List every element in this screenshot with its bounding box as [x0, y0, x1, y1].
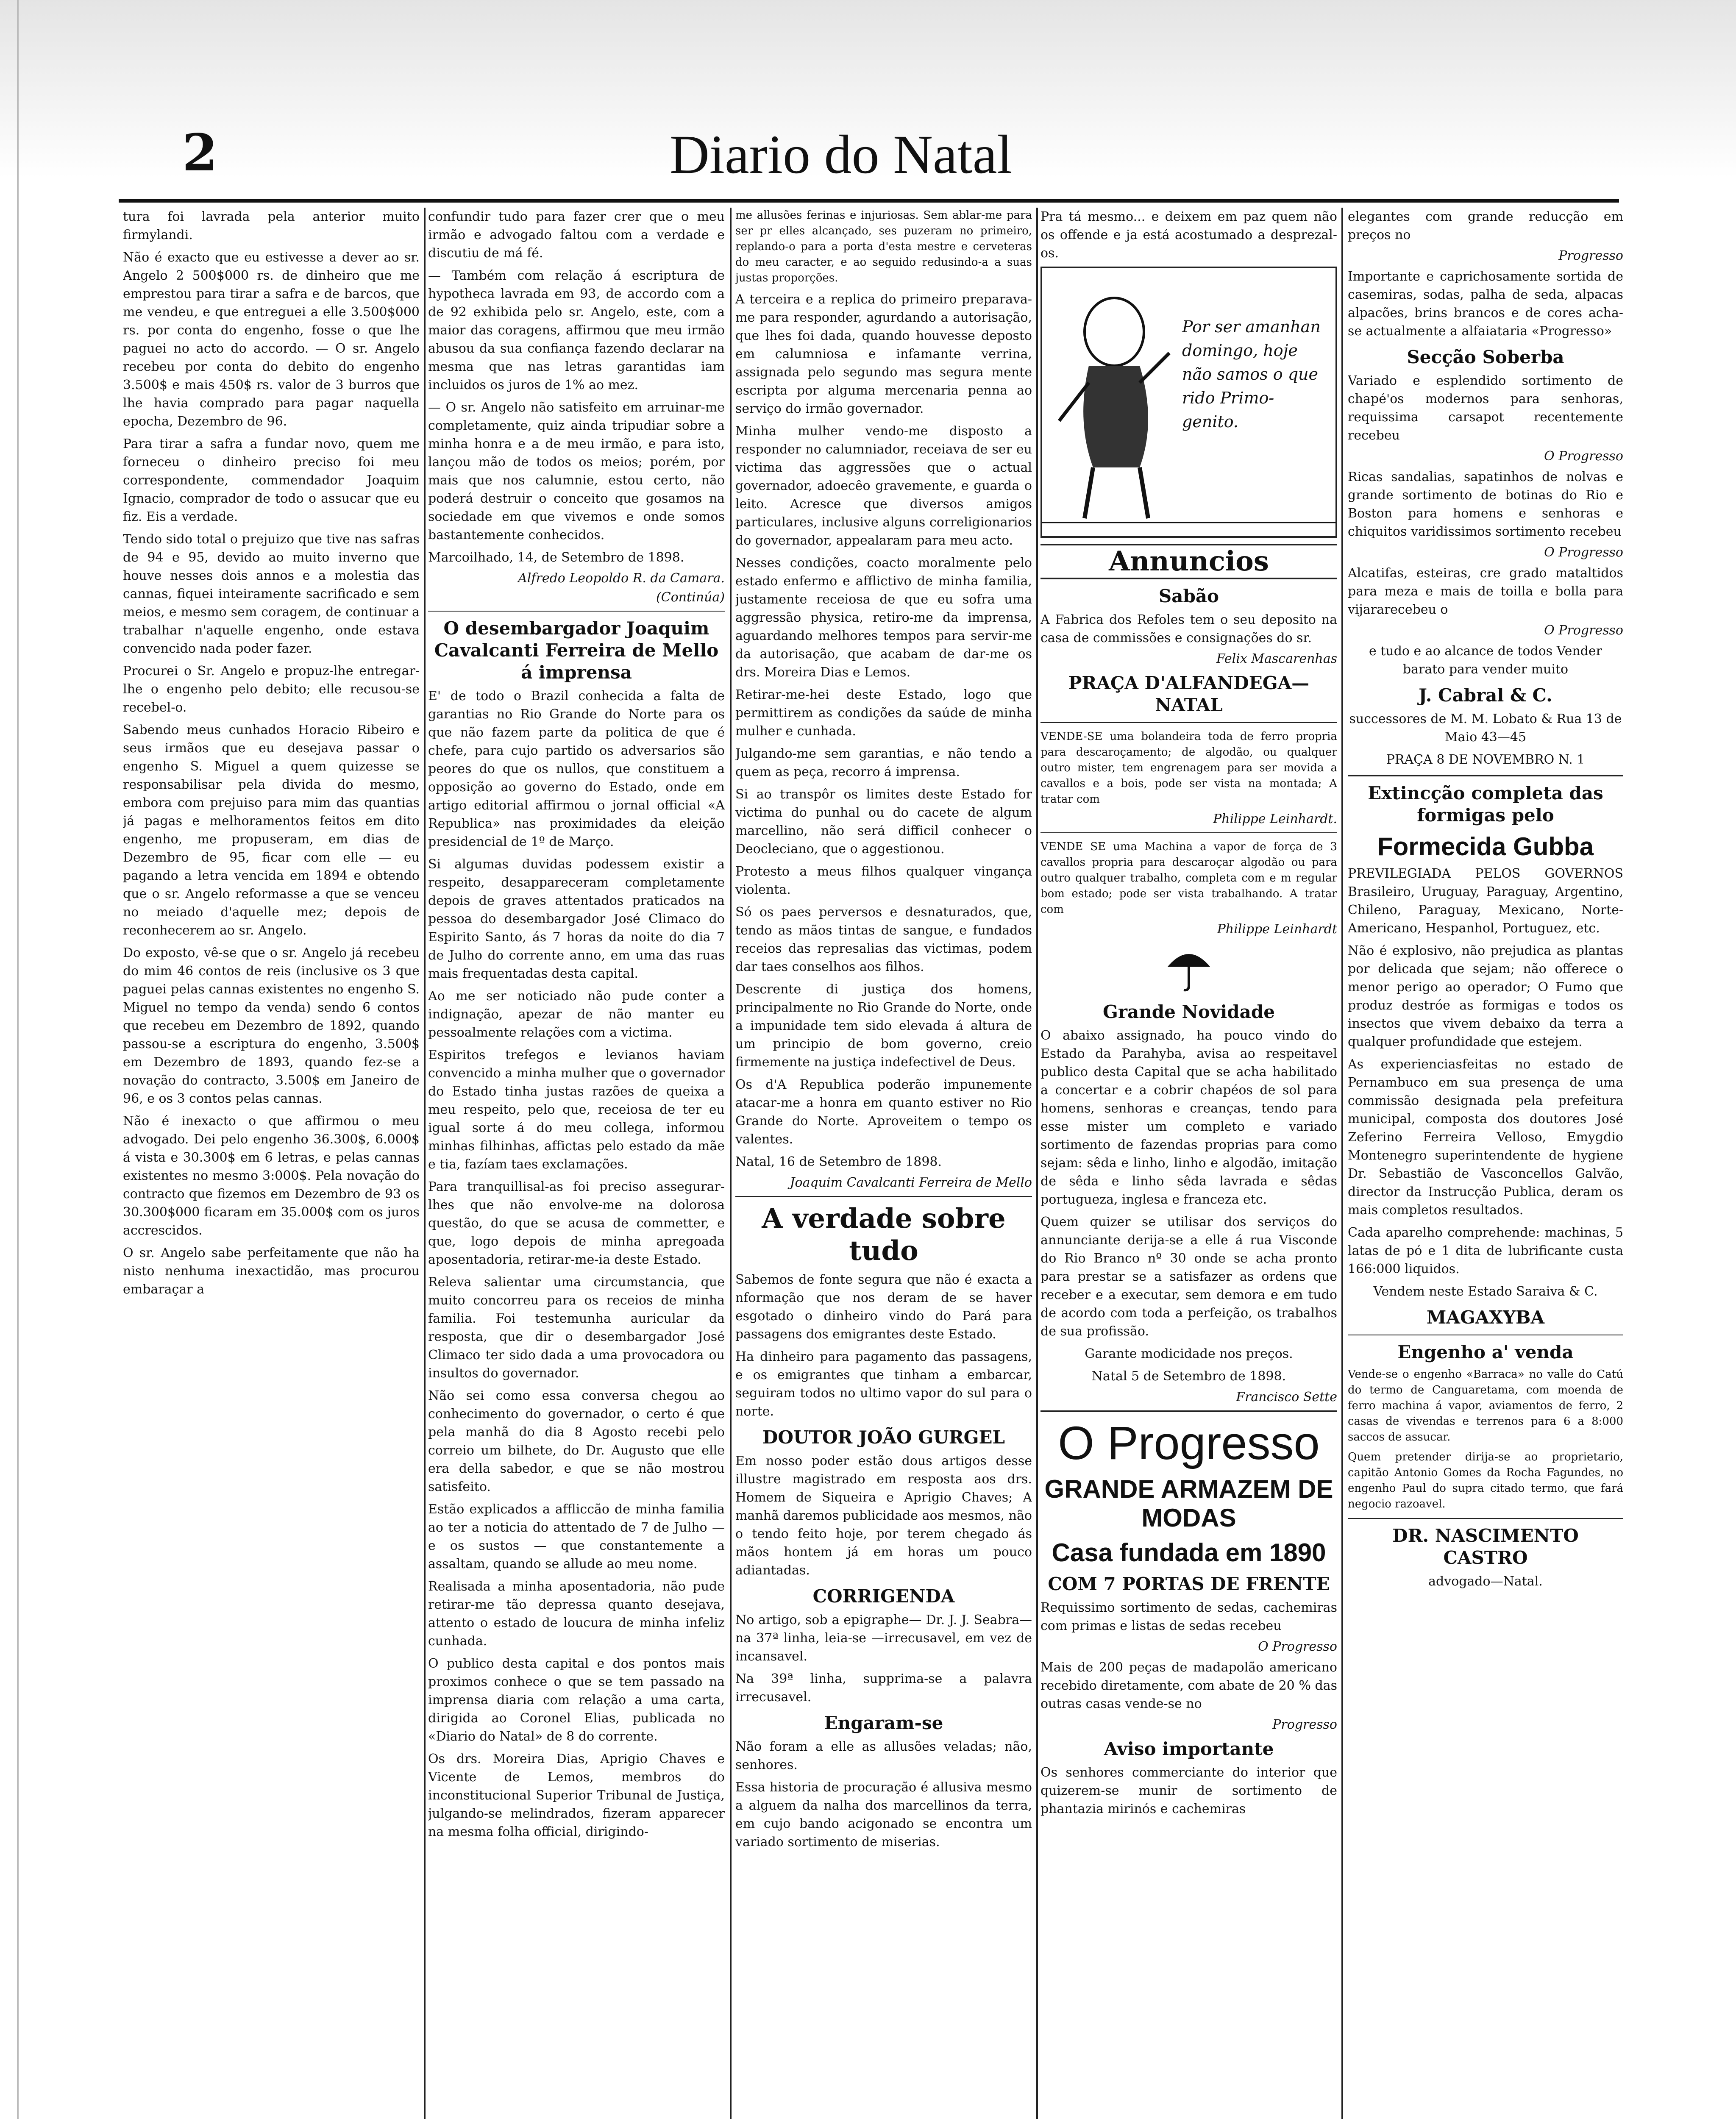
article-dateline: Marcoilhado, 14, de Setembro de 1898. [428, 550, 684, 565]
article-paragraph: E' de todo o Brazil conhecida a falta de garantias no Rio Grande do Norte para os que não fazem parte da politica de que é chefe, para cujo partido os adversarios são peores do que os nullos, que constituem a opposição ao governo do Estado, onde em artigo editorial affirmou o jornal official «A Republica» nas proximidades da eleição presidencial de 1º de Março. [428, 689, 725, 849]
ad-heading: Aviso importante [1104, 1738, 1274, 1759]
ad-heading: Sabão [1158, 586, 1219, 606]
column-5 [1348, 208, 1623, 2119]
ad-address: PRAÇA 8 DE NOVEMBRO N. 1 [1386, 752, 1585, 767]
article-paragraph: Releva salientar uma circumstancia, que muito concorreu para os receios de minha familia. Foi testemunha auricular da resposta, que dir o desembargador José Climaco ter sido dada a uma provocadora ou insultos do governador. [428, 1275, 725, 1381]
ad-text: successores de M. M. Lobato & Rua 13 de Maio 43—45 [1349, 712, 1622, 745]
article-paragraph: Os d'A Republica poderão impunemente atacar-me a honra em quanto estiver no Rio Grande do Norte. Aproveitem o tempo os valentes. [735, 1077, 1032, 1147]
ad-text: VENDE SE uma Machina a vapor de força de 3 cavallos propria para descaroçar algodão ou para outro qualquer trabalho, completa com e m regular bom estado; pode ser vista trabalhando. A tratar com [1040, 840, 1337, 916]
article-paragraph: Nesses condições, coacto moralmente pelo estado enfermo e afflictivo de minha familia, justamente receiosa de que eu sofra uma aggressão physica, retiro-me da imprensa, aguardando melhores tempos para servir-me da autorisação, que acabam de dar-me os drs. Moreira Dias e Lemos. [735, 556, 1032, 680]
ad-text: Os senhores commerciante do interior que quizerem-se munir de sortimento de phantazia mirinós e cachemiras [1040, 1765, 1337, 1816]
ad-text: advogado—Natal. [1428, 1574, 1543, 1589]
article-paragraph: Si algumas duvidas podessem existir a respeito, desappareceram completamente depois de graves attentados praticados na pessoa do desembargador José Climaco do Espirito Santo, ás 7 horas da noite do dia 7 de Julho do corrente anno, em uma das ruas mais frequentadas desta capital. [428, 857, 725, 981]
ad-signature: Philippe Leinhardt [1217, 922, 1337, 937]
divider [1348, 1518, 1623, 1519]
article-paragraph: Ao me ser noticiado não pude conter a indignação, apezar de não manter eu pessoalmente relações com a victima. [428, 989, 725, 1040]
ad-text: Ricas sandalias, sapatinhos de nolvas e grande sortimento de botinas do Rio e Boston para homens e senhoras e chiquitos varidissimos sortimento recebeu [1348, 470, 1623, 539]
article-paragraph: O publico desta capital e dos pontos mais proximos conhece o que se tem passado na imprensa diaria com relação a uma carta, dirigida ao Coronel Elias, publicada no «Diario do Natal» de 8 do corrente. [428, 1656, 725, 1744]
ad-text: Vendem neste Estado Saraiva & C. [1373, 1284, 1598, 1299]
column-rule [730, 208, 732, 2119]
column-rule [424, 208, 426, 2119]
ad-text: elegantes com grande reducção em preços no [1348, 209, 1623, 242]
ad-signature: O Progresso [1258, 1639, 1337, 1654]
ad-signature: O Progresso [1544, 545, 1623, 560]
ad-text: PREVILEGIADA PELOS GOVERNOS Brasileiro, Uruguay, Paraguay, Argentino, Chileno, Paraguay, Mexicano, Norte-Americano, Hespanhol, Portuguez, etc. [1348, 866, 1623, 936]
article-paragraph: Estão explicados a affliccão de minha familia ao ter a noticia do attentado de 7 de Julho — e os sustos — que constantemente a assaltam, quando se allude ao meu nome. [428, 1502, 725, 1571]
article-paragraph: Descrente di justiça dos homens, principalmente no Rio Grande do Norte, onde a impunidade tem sido elevada á altura de um principio de bom governo, creio firmemente na justiça indefectivel de Deus. [735, 982, 1032, 1070]
ad-text: VENDE-SE uma bolandeira toda de ferro propria para descaroçamento; de algodão, ou qualquer outro mister, tem engrenagem para ser movida a cavallos e a bois, pode ser vista na montada; A tratar com [1040, 730, 1337, 806]
ad-slogan: e tudo e ao alcance de todos Vender barato para vender muito [1369, 644, 1602, 677]
ad-text: Variado e esplendido sortimento de chapé'os modernos para senhoras, requissima carsapot recentemente recebeu [1348, 373, 1623, 443]
column-rule [1341, 208, 1343, 2119]
ad-text: Vende-se o engenho «Barraca» no valle do Catú do termo de Canguaretama, com moenda de ferro machina á vapor, aviamentos de ferro, 2 casas de vivendas e terrenos para 6 a 8:000 saccos de assucar. [1348, 1368, 1623, 1443]
ad-text: Alcatifas, esteiras, cre grado mataltidos para meza e mais de toilla e bolla para vijararecebeu o [1348, 566, 1623, 617]
divider [735, 1196, 1032, 1197]
section-heading: Annuncios [1040, 544, 1337, 579]
article-paragraph: Ha dinheiro para pagamento das passagens, e os emigrantes que tinham a embarcar, seguiram todos no ultimo vapor do sul para o norte. [735, 1349, 1032, 1419]
article-headline: Engaram-se [824, 1713, 943, 1733]
ad-heading: J. Cabral & C. [1419, 685, 1552, 706]
article-paragraph: Essa historia de procuração é allusiva mesmo a alguem da nalha dos marcellinos da terra, em cujo bando acigonado se encontra um variado sortimento de miserias. [735, 1780, 1032, 1849]
article-paragraph: Minha mulher vendo-me disposto a responder no calumniador, receiava de ser eu victima das aggressões que o actual governador, adoecêo gravemente, e guarda o leito. Acresce que diversos amigos particulares, inclusive alguns correligionarios do governador, appealaram para meu acto. [735, 424, 1032, 548]
ad-text: Cada aparelho comprehende: machinas, 5 latas de pó e 1 dita de lubrificante custa 166:000 liquidos. [1348, 1225, 1623, 1276]
article-signature: Alfredo Leopoldo R. da Camara. [518, 571, 725, 586]
ad-signature: Progresso [1272, 1717, 1337, 1732]
article-paragraph: me allusões ferinas e injuriosas. Sem ablar-me para ser pr elles alcançado, ses puzeram no primeiro, replando-o para a porta d'esta mestre e cerveteras do meu caracter, e ao seguido redusindo-a a suas justas proporções. [735, 209, 1032, 284]
article-paragraph: Não é exacto que eu estivesse a dever ao sr. Angelo 2 500$000 rs. de dinheiro que me emprestou para tirar a safra e de barcos, que me vendeu, e que entreguei a elle 3.500$000 rs. por conta do engenho, fosse o que lhe paguei no acto do accordo. — O sr. Angelo recebeu por conta do debito do engenho 3.500$ e mais 450$ rs. valor de 3 burros que lhe havia comprado para pagar naquella epocha, Dezembro de 96. [123, 250, 420, 429]
paper-title: Diario do Natal [670, 124, 1013, 185]
divider [1040, 722, 1337, 723]
column-2 [428, 208, 725, 2119]
article-paragraph: Do exposto, vê-se que o sr. Angelo já recebeu do mim 46 contos de reis (inclusive os 3 que paguei pelas cannas existentes no engenho S. Miguel no tempo da venda) sendo 6 contos que recebeu em Dezembro de 1892, quando passou-se a escriptura do engenho, 3.500$ em Dezembro de 1893, quando fez-se a novação do contracto, 3.500$ em Janeiro de 96, e os 3 contos pelas cannas. [123, 945, 420, 1106]
ad-text: O abaixo assignado, ha pouco vindo do Estado da Parahyba, avisa ao respeitavel publico desta Capital que se acha habilitado a concertar e a cobrir chapéos de sol para homens, senhoras e creanças, tendo para esse mister um completo e variado sortimento de fazendas proprias para como sejam: sêda e linho, linho e algodão, imitação de sêda e linho sêda lavrada e sêdas portugueza, inglesa e franceza etc. [1040, 1028, 1337, 1207]
article-paragraph: Si ao transpôr os limites deste Estado for victima do punhal ou do cacete de algum marcellino, não será difficil conhecer o Deocleciano, que o aggestionou. [735, 787, 1032, 856]
article-paragraph: Julgando-me sem garantias, e não tendo a quem as peça, recorro á imprensa. [735, 746, 1032, 779]
ad-text: Requissimo sortimento de sedas, cachemiras com primas e listas de sedas recebeu [1040, 1600, 1337, 1633]
column-4 [1040, 208, 1337, 2119]
column-rule [1036, 208, 1038, 2119]
ad-heading: Grande Novidade [1103, 1001, 1275, 1022]
masthead [0, 123, 1736, 186]
ad-heading: PRAÇA D'ALFANDEGA—NATAL [1068, 673, 1310, 715]
divider [428, 611, 725, 612]
article-paragraph: Só os paes perversos e desnaturados, que, tendo as mãos tintas de sangue, e fundados receios das represalias das victimas, podem dar taes conselhos aos filhos. [735, 905, 1032, 974]
article-paragraph: Sabendo meus cunhados Horacio Ribeiro e seus irmãos que eu desejava passar o engenho S. Miguel a quem quizesse se responsabilisar pela divida do mesmo, embora com prejuiso para mim das quantias já pagas e melhoramentos feitos em dito engenho, me propuseram, em dias de Dezembro de 95, ficar com elle — eu pagando a letra vencida em 1894 e obtendo que o sr. Angelo reformasse a que se venceu no meiado d'aquelle mez; depois de reconhecerem ao sr. Angelo. [123, 723, 420, 938]
ad-text: Garante modicidade nos preços. [1085, 1346, 1293, 1361]
article-paragraph: Protesto a meus filhos qualquer vingança violenta. [735, 864, 1032, 897]
ad-text: As experienciasfeitas no estado de Pernambuco em sua presença de uma commissão designada pela prefeitura municipal, composta dos doutores José Zeferino Ferreira Velloso, Emygdio Montenegro superintendente de hygiene Dr. Sebastião de Vasconcellos Galvão, director da Instrucção Publica, deram os mais completos resultados. [1348, 1057, 1623, 1218]
column-1 [123, 208, 420, 2119]
article-headline: DOUTOR JOÃO GURGEL [762, 1427, 1005, 1448]
divider [1040, 1410, 1337, 1412]
store-founded: Casa fundada em 1890 [1052, 1538, 1326, 1567]
cartoon-illustration [1040, 267, 1337, 538]
article-paragraph: A terceira e a replica do primeiro preparava-me para responder, agurdando a autorisação, que lhes foi dada, quando houvesse deposto em calumniosa e infamante verrina, assignada pelo segundo mas segura mente escripta por alguma mercenaria penna ao serviço do irmão governador. [735, 292, 1032, 416]
store-doors: COM 7 PORTAS DE FRENTE [1048, 1574, 1330, 1594]
ad-signature: Felix Mascarenhas [1216, 651, 1337, 666]
page-number: 2 [182, 123, 218, 183]
ad-text: Importante e caprichosamente sortida de casemiras, sodas, palha de seda, alpacas alpacões, brins brancos e de cores acha-se actualmente a alfaiataria «Progresso» [1348, 269, 1623, 339]
store-name: O Progresso [1058, 1417, 1320, 1469]
masthead-rule [119, 199, 1619, 203]
product-name: Formecida Gubba [1377, 832, 1594, 861]
ad-text: Mais de 200 peças de madapolão americano recebido diretamente, com abate de 20 % das outras casas vende-se no [1040, 1660, 1337, 1711]
article-paragraph: Sabemos de fonte segura que não é exacta a nformação que nos deram de se haver esgotado o dinheiro vindo do Pará para passagens dos emigrantes deste Estado. [735, 1272, 1032, 1342]
umbrella-icon [1163, 943, 1214, 994]
divider [1040, 832, 1337, 833]
ad-heading: MAGAXYBA [1426, 1307, 1545, 1328]
ad-signature: Philippe Leinhardt. [1213, 812, 1337, 826]
article-paragraph: Retirar-me-hei deste Estado, logo que permittirem as condições da saúde de minha mulher e cunhada. [735, 687, 1032, 739]
article-paragraph: confundir tudo para fazer crer que o meu irmão e advogado faltou com a verdade e discutiu de má fé. [428, 209, 725, 261]
ad-text: Não é explosivo, não prejudica as plantas por delicada que sejam; não offerece o menor perigo ao operador; O Fumo que produz destróe as formigas e todos os insectos que vivem debaixo da terra a qualquer profundidade que estejem. [1348, 943, 1623, 1049]
divider [1348, 775, 1623, 776]
ad-heading: Secção Soberba [1407, 347, 1564, 367]
store-subtitle: GRANDE ARMAZEM DE MODAS [1044, 1475, 1333, 1532]
article-paragraph: Pra tá mesmo... e deixem em paz quem não os offende e ja está acostumado a desprezal-os. [1040, 209, 1337, 261]
ad-signature: O Progresso [1544, 449, 1623, 464]
ad-dateline: Natal 5 de Setembro de 1898. [1091, 1369, 1286, 1384]
article-paragraph: — O sr. Angelo não satisfeito em arruinar-me completamente, quiz ainda tripudiar sobre a minha honra e a de meu irmão, e para isto, lançou mão de todos os meios; porém, por mais que nos calumnie, estou certo, não poderá destruir o conceito que gosamos na sociedade em que vivemos e onde somos bastantemente conhecidos. [428, 400, 725, 542]
article-paragraph: — Também com relação á escriptura de hypotheca lavrada em 93, de accordo com a de 92 exhibida pelo sr. Angelo, este, com a maior das coragens, affirmou que meu irmão abusou da sua confiança fazendo declarar na mesma que nas letras garantidas iam incluidos os juros de 1% ao mez. [428, 268, 725, 392]
article-dateline: Natal, 16 de Setembro de 1898. [735, 1154, 942, 1169]
article-paragraph: Tendo sido total o prejuizo que tive nas safras de 94 e 95, devido ao muito inverno que houve nesses dois annos e a molestia das cannas, fiquei inteiramente sacrificado e sem meios, e mesmo sem coragem, de continuar a trabalhar n'aquelle engenho, onde estava convencido nada poder fazer. [123, 532, 420, 656]
ad-heading: Engenho a' venda [1397, 1342, 1574, 1363]
binding-edge [17, 0, 19, 2119]
article-paragraph: Em nosso poder estão dous artigos desse illustre magistrado em resposta aos drs. Homem de Siqueira e Aprigio Chaves; A manhã daremos publicidade aos mesmos, não o tendo feito hoje, por terem chegado ás mãos hontem já em horas um pouco adiantadas. [735, 1454, 1032, 1578]
article-paragraph: Para tranquillisal-as foi preciso assegurar-lhes que não envolve-me na dolorosa questão, do que se acusa de commetter, e que, logo depois de minha apregoada aposentadoria, retirar-me-ia deste Estado. [428, 1179, 725, 1267]
article-signature: Joaquim Cavalcanti Ferreira de Mello [790, 1175, 1032, 1190]
ad-text: A Fabrica dos Refoles tem o seu deposito na casa de commissões e consignações do sr. [1040, 612, 1337, 645]
ad-signature: O Progresso [1544, 623, 1623, 638]
ad-text: Quem pretender dirija-se ao proprietario, capitão Antonio Gomes da Rocha Fagundes, no engenho Paul do supra citado termo, que fará negocio razoavel. [1348, 1451, 1623, 1510]
ad-signature: Francisco Sette [1236, 1390, 1337, 1404]
article-paragraph: Não é inexacto o que affirmou o meu advogado. Dei pelo engenho 36.300$, 6.000$ á vista e 30.300$ em 6 letras, e pelas cannas existentes no mesmo 3:000$. Pela novação do contracto que fizemos em Dezembro de 93 os 30.300$000 ficaram em 35.000$ com os juros accrescidos. [123, 1114, 420, 1238]
article-paragraph: Os drs. Moreira Dias, Aprigio Chaves e Vicente de Lemos, membros do inconstitucional Superior Tribunal de Justiça, julgando-se melindrados, fizeram apparecer na mesma folha official, dirigindo- [428, 1752, 725, 1839]
article-paragraph: Realisada a minha aposentadoria, não pude retirar-me tão depressa quanto desejava, attento o estado de loucura de minha infeliz cunhada. [428, 1579, 725, 1649]
continued-note: (Continúa) [656, 590, 725, 605]
article-paragraph: Na 39ª linha, supprima-se a palavra irrecusavel. [735, 1671, 1032, 1705]
ad-signature: Progresso [1558, 248, 1623, 263]
article-headline: O desembargador Joaquim Cavalcanti Ferreira de Mello á imprensa [434, 618, 719, 683]
column-3 [735, 208, 1032, 2119]
article-headline: A verdade sobre tudo [762, 1203, 1006, 1267]
ad-text: Quem quizer se utilisar dos serviços do annunciante derija-se a elle á rua Visconde do Rio Branco nº 30 onde se acha pronto para prestar se a satisfazer as ordens que receber e a executar, sem demora e em tudo de acordo com toda a perfeição, os trabalhos de sua profissão. [1040, 1215, 1337, 1339]
article-paragraph: Espiritos trefegos e levianos haviam convencido a minha mulher que o governador do Estado tinha justas razões de queixa a meu respeito, pelo que, receiosa de ter eu igual sorte á do meu collega, informou minhas filhinhas, affictas pelo estado da mãe e tia, fazíam taes exclamações. [428, 1048, 725, 1172]
article-paragraph: Para tirar a safra a fundar novo, quem me forneceu o dinheiro preciso foi meu correspondente, commendador Joaquim Ignacio, comprador de todo o assucar que eu fiz. Eis a verdade. [123, 437, 420, 524]
article-paragraph: tura foi lavrada pela anterior muito firmylandi. [123, 209, 420, 242]
article-paragraph: Procurei o Sr. Angelo e propuz-lhe entregar-lhe o engenho pelo debito; elle recusou-se recebel-o. [123, 664, 420, 715]
article-headline: CORRIGENDA [812, 1586, 955, 1607]
article-paragraph: O sr. Angelo sabe perfeitamente que não ha nisto nenhuma inexactidão, mas procurou embaraçar a [123, 1246, 420, 1297]
article-paragraph: Não sei como essa conversa chegou ao conhecimento do governador, o certo é que pela manhã do dia 8 Agosto recebi pelo correio um bilhete, do Dr. Augusto que elle era della sabedor, e que se não mostrou satisfeito. [428, 1388, 725, 1494]
ad-heading: Extincção completa das formigas pelo [1368, 783, 1603, 826]
ad-heading: DR. NASCIMENTO CASTRO [1392, 1525, 1579, 1568]
cartoon-caption: Por ser amanhan domingo, hoje não samos o que rido Primo-genito. [1182, 317, 1321, 431]
article-paragraph: Não foram a elle as allusões veladas; não, senhores. [735, 1739, 1032, 1772]
article-paragraph: No artigo, sob a epigraphe— Dr. J. J. Seabra—na 37ª linha, leia-se —irrecusavel, em vez de incansavel. [735, 1613, 1032, 1664]
